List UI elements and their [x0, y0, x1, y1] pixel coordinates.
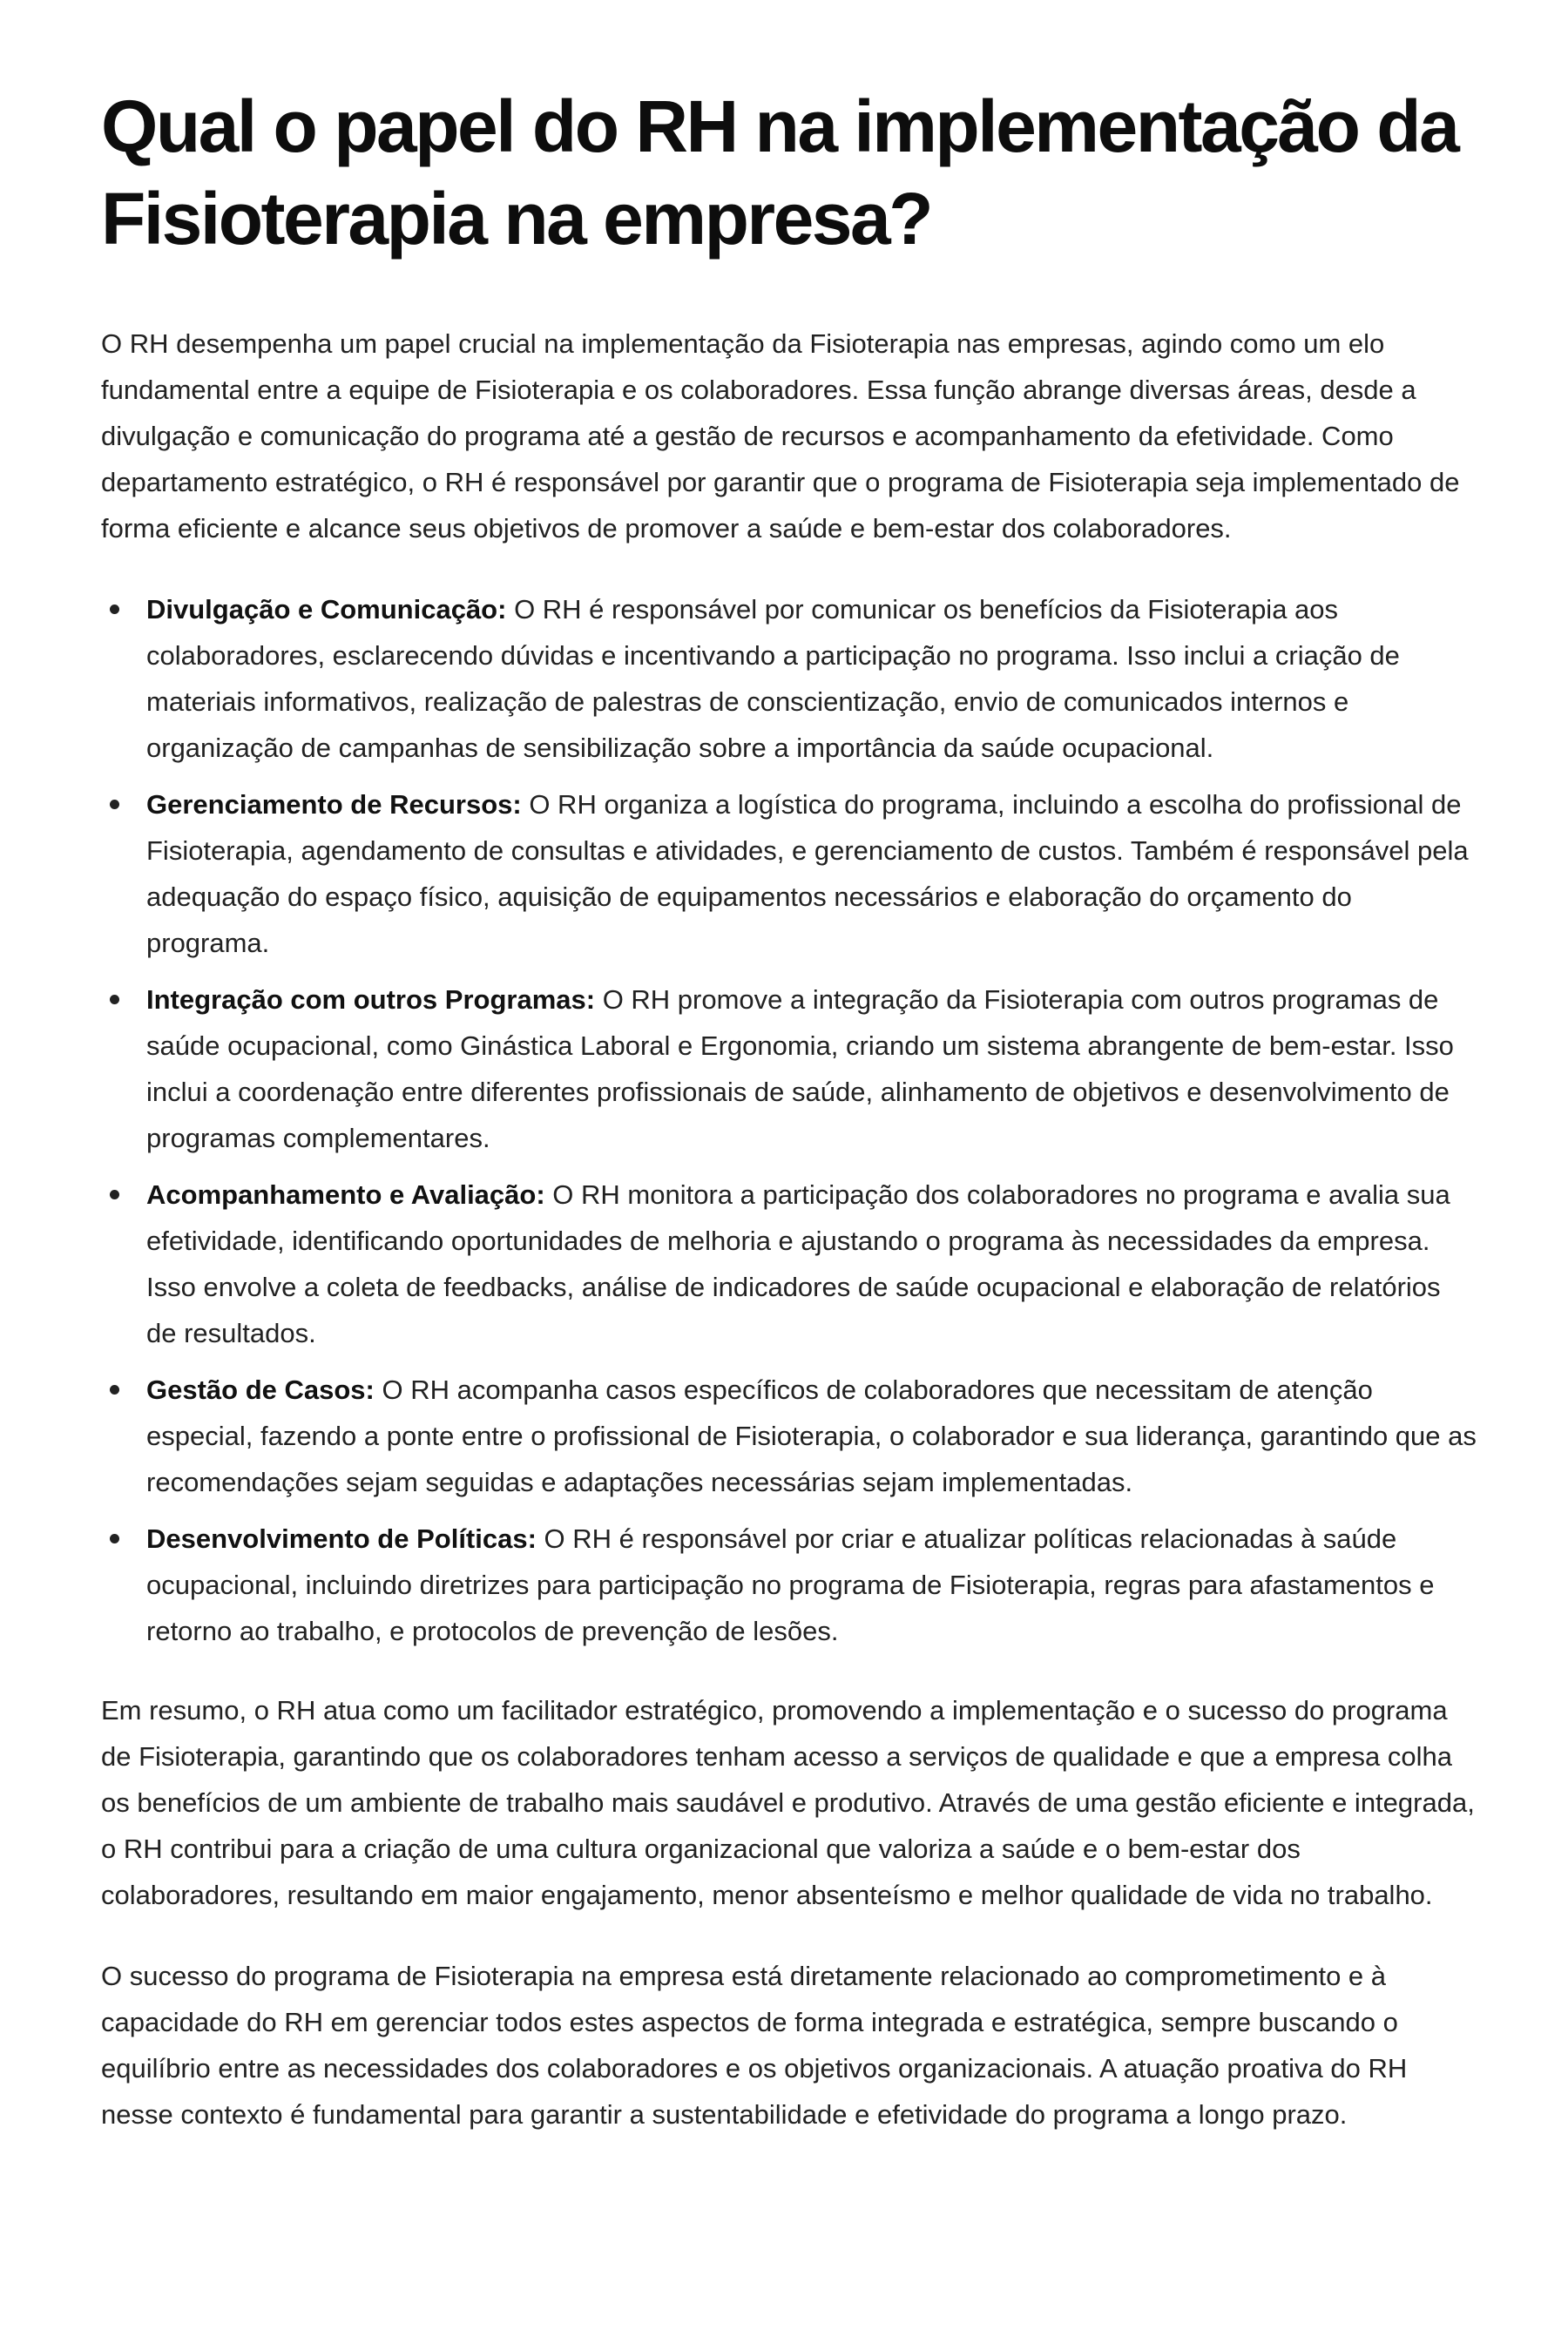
document-page: [101, 80, 1477, 2172]
list-item-text: O RH é responsável por criar e atualizar políticas relacionadas à saúde ocupacional, incluindo diretrizes para participação no programa de Fisioterapia, regras para afastamentos e retorno ao trabalho, e protocolos de prevenção de lesões.: [146, 1523, 1435, 1646]
list-item-label: Acompanhamento e Avaliação:: [146, 1179, 553, 1210]
list-item-text: O RH monitora a participação dos colaboradores no programa e avalia sua efetividade, identificando oportunidades de melhoria e ajustando o programa às necessidades da empresa. Isso envolve a coleta de feedbacks, análise de indicadores de saúde ocupacional e elaboração de relatórios de resultados.: [146, 1179, 1450, 1348]
bullet-icon: [110, 1190, 119, 1199]
intro-paragraph: O RH desempenha um papel crucial na implementação da Fisioterapia nas empresas, agindo como um elo fundamental entre a equipe de Fisioterapia e os colaboradores. Essa função abrange diversas áreas, desde a divulgação e comunicação do programa até a gestão de recursos e acompanhamento da efetividade. Como departamento estratégico, o RH é responsável por garantir que o programa de Fisioterapia seja implementado de forma eficiente e alcance seus objetivos de promover a saúde e bem-estar dos colaboradores.: [101, 328, 1460, 544]
page-title: Qual o papel do RH na implementação da Fisioterapia na empresa?: [101, 85, 1458, 260]
list-item-label: Integração com outros Programas:: [146, 984, 603, 1015]
list-item-label: Gerenciamento de Recursos:: [146, 789, 530, 820]
list-item-text: O RH acompanha casos específicos de colaboradores que necessitam de atenção especial, fazendo a ponte entre o profissional de Fisioterapia, o colaborador e sua liderança, garantindo que as recomendações sejam seguidas e adaptações necessárias sejam implementadas.: [146, 1375, 1477, 1497]
list-item-label: Gestão de Casos:: [146, 1375, 382, 1405]
bullet-icon: [110, 605, 119, 614]
bullet-icon: [110, 800, 119, 809]
list-item-text: O RH promove a integração da Fisioterapia com outros programas de saúde ocupacional, como Ginástica Laboral e Ergonomia, criando um sistema abrangente de bem-estar. Isso inclui a coordenação entre diferentes profissionais de saúde, alinhamento de objetivos e desenvolvimento de programas complementares.: [146, 984, 1454, 1153]
list-item-label: Divulgação e Comunicação:: [146, 594, 515, 625]
list-item: [101, 1172, 1477, 1356]
list-item: [101, 976, 1477, 1161]
bullet-icon: [110, 1385, 119, 1395]
conclusion-paragraph: O sucesso do programa de Fisioterapia na empresa está diretamente relacionado ao comprometimento e à capacidade do RH em gerenciar todos estes aspectos de forma integrada e estratégica, sempre buscando o equilíbrio entre as necessidades dos colaboradores e os objetivos organizacionais. A atuação proativa do RH nesse contexto é fundamental para garantir a sustentabilidade e efetividade do programa a longo prazo.: [101, 1961, 1408, 2130]
summary-paragraph: Em resumo, o RH atua como um facilitador estratégico, promovendo a implementação e o sucesso do programa de Fisioterapia, garantindo que os colaboradores tenham acesso a serviços de qualidade e que a empresa colha os benefícios de um ambiente de trabalho mais saudável e produtivo. Através de uma gestão eficiente e integrada, o RH contribui para a criação de uma cultura organizacional que valoriza a saúde e o bem-estar dos colaboradores, resultando em maior engajamento, menor absenteísmo e melhor qualidade de vida no trabalho.: [101, 1695, 1475, 1910]
list-item: [101, 1367, 1477, 1505]
list-item-text: O RH é responsável por comunicar os benefícios da Fisioterapia aos colaboradores, esclarecendo dúvidas e incentivando a participação no programa. Isso inclui a criação de materiais informativos, realização de palestras de conscientização, envio de comunicados internos e organização de campanhas de sensibilização sobre a importância da saúde ocupacional.: [146, 594, 1400, 763]
bullet-icon: [110, 995, 119, 1004]
list-item: [101, 1516, 1477, 1654]
list-item: [101, 781, 1477, 966]
list-item-label: Desenvolvimento de Políticas:: [146, 1523, 544, 1554]
list-item-text: O RH organiza a logística do programa, incluindo a escolha do profissional de Fisioterapia, agendamento de consultas e atividades, e gerenciamento de custos. Também é responsável pela adequação do espaço físico, aquisição de equipamentos necessários e elaboração do orçamento do programa.: [146, 789, 1469, 958]
responsibilities-list: [101, 586, 1477, 1654]
list-item: [101, 586, 1477, 771]
bullet-icon: [110, 1534, 119, 1543]
